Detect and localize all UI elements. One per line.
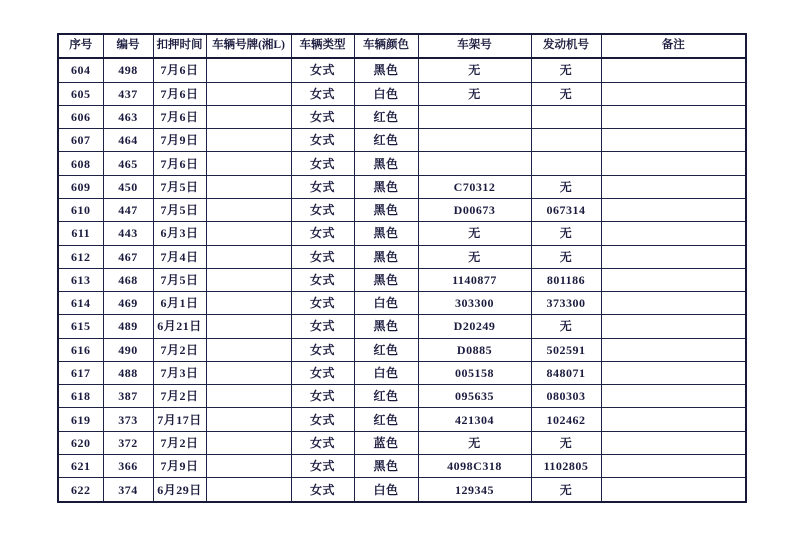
cell-seq: 622 [58,478,103,502]
cell-type: 女式 [291,361,354,384]
cell-num: 372 [103,431,153,454]
cell-color: 黑色 [354,198,418,221]
cell-engine: 848071 [531,361,601,384]
cell-seq: 612 [58,245,103,268]
cell-date: 7月5日 [153,268,206,291]
table-row [58,198,746,221]
cell-date: 7月5日 [153,175,206,198]
cell-engine: 无 [531,58,601,82]
cell-type: 女式 [291,58,354,82]
table-row [58,245,746,268]
table-row [58,361,746,384]
cell-frame: 1140877 [418,268,531,291]
cell-note [601,58,746,82]
cell-plate [206,175,291,198]
cell-color: 黑色 [354,454,418,477]
cell-color: 红色 [354,105,418,128]
cell-date: 7月3日 [153,361,206,384]
cell-plate [206,454,291,477]
table-row [58,152,746,175]
cell-num: 469 [103,292,153,315]
cell-type: 女式 [291,198,354,221]
cell-engine: 无 [531,222,601,245]
cell-type: 女式 [291,454,354,477]
cell-note [601,315,746,338]
table-row [58,385,746,408]
cell-note [601,292,746,315]
cell-date: 6月29日 [153,478,206,502]
cell-engine: 801186 [531,268,601,291]
cell-frame: 005158 [418,361,531,384]
cell-num: 437 [103,82,153,105]
cell-engine: 1102805 [531,454,601,477]
table-row [58,315,746,338]
cell-color: 黑色 [354,268,418,291]
cell-color: 白色 [354,292,418,315]
cell-plate [206,268,291,291]
cell-color: 白色 [354,361,418,384]
cell-type: 女式 [291,152,354,175]
cell-frame: D20249 [418,315,531,338]
cell-date: 7月9日 [153,454,206,477]
cell-plate [206,105,291,128]
cell-seq: 616 [58,338,103,361]
cell-engine: 无 [531,245,601,268]
table-row [58,408,746,431]
table-body [58,58,746,502]
table-row [58,222,746,245]
cell-date: 7月6日 [153,105,206,128]
cell-num: 447 [103,198,153,221]
header-row [58,34,746,58]
cell-plate [206,222,291,245]
cell-seq: 621 [58,454,103,477]
column-header-color: 车辆颜色 [354,34,418,58]
cell-color: 红色 [354,129,418,152]
table-row [58,129,746,152]
table-row [58,58,746,82]
cell-seq: 615 [58,315,103,338]
column-header-engine: 发动机号 [531,34,601,58]
table-row [58,338,746,361]
cell-note [601,198,746,221]
cell-type: 女式 [291,268,354,291]
cell-num: 463 [103,105,153,128]
cell-num: 374 [103,478,153,502]
cell-plate [206,198,291,221]
cell-note [601,222,746,245]
cell-seq: 620 [58,431,103,454]
cell-date: 7月6日 [153,58,206,82]
cell-num: 489 [103,315,153,338]
cell-num: 498 [103,58,153,82]
table-row [58,478,746,502]
cell-frame [418,152,531,175]
cell-engine: 无 [531,82,601,105]
cell-date: 7月2日 [153,338,206,361]
cell-engine: 无 [531,175,601,198]
cell-note [601,478,746,502]
table-row [58,268,746,291]
cell-date: 7月2日 [153,385,206,408]
vehicle-register-table [57,33,747,503]
cell-frame [418,129,531,152]
cell-engine: 102462 [531,408,601,431]
cell-engine: 502591 [531,338,601,361]
cell-plate [206,478,291,502]
cell-plate [206,338,291,361]
cell-engine [531,152,601,175]
column-header-date: 扣押时间 [153,34,206,58]
cell-type: 女式 [291,408,354,431]
cell-note [601,105,746,128]
cell-plate [206,292,291,315]
cell-type: 女式 [291,385,354,408]
cell-color: 白色 [354,82,418,105]
cell-type: 女式 [291,292,354,315]
cell-seq: 605 [58,82,103,105]
cell-engine: 373300 [531,292,601,315]
cell-plate [206,361,291,384]
cell-frame [418,105,531,128]
cell-num: 465 [103,152,153,175]
cell-note [601,175,746,198]
cell-plate [206,82,291,105]
cell-plate [206,431,291,454]
cell-num: 464 [103,129,153,152]
cell-frame: 无 [418,222,531,245]
cell-type: 女式 [291,315,354,338]
cell-frame: D0885 [418,338,531,361]
cell-plate [206,385,291,408]
cell-frame: 无 [418,82,531,105]
cell-date: 6月3日 [153,222,206,245]
cell-engine: 无 [531,315,601,338]
cell-note [601,245,746,268]
cell-seq: 618 [58,385,103,408]
cell-type: 女式 [291,222,354,245]
cell-num: 373 [103,408,153,431]
cell-color: 黑色 [354,58,418,82]
cell-plate [206,58,291,82]
cell-date: 7月6日 [153,152,206,175]
cell-color: 红色 [354,408,418,431]
cell-num: 443 [103,222,153,245]
cell-num: 490 [103,338,153,361]
cell-seq: 604 [58,58,103,82]
cell-note [601,82,746,105]
cell-engine: 无 [531,431,601,454]
cell-seq: 617 [58,361,103,384]
cell-plate [206,245,291,268]
cell-note [601,338,746,361]
cell-note [601,129,746,152]
cell-frame: 303300 [418,292,531,315]
cell-color: 白色 [354,478,418,502]
cell-seq: 606 [58,105,103,128]
cell-frame: 无 [418,431,531,454]
cell-color: 黑色 [354,245,418,268]
cell-color: 红色 [354,338,418,361]
cell-color: 黑色 [354,175,418,198]
cell-color: 黑色 [354,222,418,245]
cell-type: 女式 [291,338,354,361]
cell-note [601,454,746,477]
cell-engine [531,129,601,152]
cell-frame: C70312 [418,175,531,198]
cell-num: 450 [103,175,153,198]
cell-frame: 421304 [418,408,531,431]
cell-frame: 129345 [418,478,531,502]
cell-date: 6月21日 [153,315,206,338]
cell-plate [206,315,291,338]
table-row [58,431,746,454]
cell-type: 女式 [291,175,354,198]
table-row [58,82,746,105]
cell-seq: 607 [58,129,103,152]
cell-type: 女式 [291,82,354,105]
table-header [58,34,746,58]
cell-date: 7月6日 [153,82,206,105]
cell-type: 女式 [291,431,354,454]
cell-seq: 614 [58,292,103,315]
cell-num: 366 [103,454,153,477]
cell-seq: 609 [58,175,103,198]
column-header-note: 备注 [601,34,746,58]
cell-seq: 608 [58,152,103,175]
cell-color: 黑色 [354,315,418,338]
cell-type: 女式 [291,478,354,502]
cell-frame: 095635 [418,385,531,408]
table-row [58,175,746,198]
cell-type: 女式 [291,129,354,152]
cell-num: 467 [103,245,153,268]
cell-note [601,385,746,408]
cell-engine [531,105,601,128]
cell-engine: 067314 [531,198,601,221]
cell-seq: 613 [58,268,103,291]
cell-date: 7月4日 [153,245,206,268]
cell-note [601,152,746,175]
cell-num: 387 [103,385,153,408]
cell-note [601,361,746,384]
column-header-seq: 序号 [58,34,103,58]
cell-color: 黑色 [354,152,418,175]
cell-seq: 619 [58,408,103,431]
cell-date: 7月2日 [153,431,206,454]
column-header-type: 车辆类型 [291,34,354,58]
cell-date: 7月17日 [153,408,206,431]
cell-num: 488 [103,361,153,384]
cell-frame: 无 [418,245,531,268]
table-row [58,292,746,315]
table-row [58,454,746,477]
column-header-plate: 车辆号牌(湘L) [206,34,291,58]
cell-color: 红色 [354,385,418,408]
cell-type: 女式 [291,105,354,128]
cell-date: 7月9日 [153,129,206,152]
cell-frame: D00673 [418,198,531,221]
cell-plate [206,152,291,175]
cell-frame: 4098C318 [418,454,531,477]
cell-num: 468 [103,268,153,291]
column-header-num: 编号 [103,34,153,58]
cell-date: 6月1日 [153,292,206,315]
cell-engine: 无 [531,478,601,502]
cell-plate [206,129,291,152]
cell-seq: 611 [58,222,103,245]
cell-type: 女式 [291,245,354,268]
table-row [58,105,746,128]
cell-note [601,268,746,291]
cell-frame: 无 [418,58,531,82]
cell-note [601,408,746,431]
cell-plate [206,408,291,431]
cell-color: 蓝色 [354,431,418,454]
cell-note [601,431,746,454]
cell-seq: 610 [58,198,103,221]
cell-date: 7月5日 [153,198,206,221]
cell-engine: 080303 [531,385,601,408]
column-header-frame: 车架号 [418,34,531,58]
